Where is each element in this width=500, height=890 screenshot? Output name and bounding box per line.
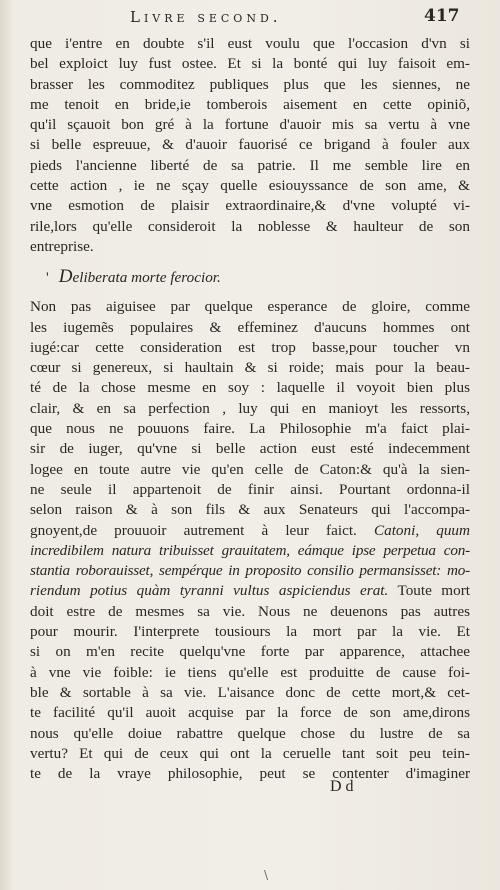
body-text [30, 34, 470, 784]
latin-quote-line: stantia roborauisset, sempérque in proposito consilio permansisset: mo- [30, 562, 470, 580]
text-line: à vne vie foible: ie tiens qu'elle est produitte de cause foi- [30, 663, 470, 681]
text-line: brasser les commoditez publiques plus que les siennes, ne [30, 75, 470, 93]
text-line: que i'entre en doubte s'il eust voulu que l'occasion d'vn si [30, 35, 470, 52]
text-line: selon raison & à son fils & aux Senateurs qui l'accompa- [30, 501, 470, 519]
text-line-with-latin [30, 521, 470, 541]
catchword-signature: D d [330, 778, 354, 795]
text-line: clair, & en sa perfection , luy qui en manioyt les ressorts, [30, 399, 470, 417]
page-number: 417 [424, 6, 460, 26]
text-line: logee en toute autre vie qu'en celle de Caton:& qu'à la sien- [30, 460, 470, 478]
paragraph-1 [30, 34, 470, 257]
text-line: ble & sortable à sa vie. L'aisance donc de cette mort,& cet- [30, 683, 470, 701]
text-line: entreprise. [30, 237, 94, 255]
text-line: bel exploict luy fust ostee. Et si la bonté qui luy faisoit em- [30, 55, 470, 73]
text-segment: gnoyent,de prouuoir autrement à leur faict. [30, 521, 357, 539]
paragraph-2 [30, 297, 470, 784]
text-line: si belle espreuue, & d'auoir fauorisé ce brigand à fouler aux [30, 136, 470, 154]
text-segment: Toute mort [397, 582, 470, 600]
text-line: Non pas aiguisee par quelque esperance de gloire, comme [30, 298, 470, 316]
text-line: iugé:car cette consideration est trop basse,pour toucher vn [30, 338, 470, 356]
text-line: rile,lors qu'elle consideroit la noblesse & haulteur de son [30, 217, 470, 235]
heading-mark: ' [46, 269, 49, 287]
text-line: vne esmotion de plaisir extraordinaire,& d'vne volupté vi- [30, 197, 470, 215]
latin-quote-start: Catoni, quum [373, 521, 470, 539]
text-line: vertu? Et qui de ceux qui ont la ceruelle tant soit peu tein- [30, 744, 470, 762]
text-line: que nous ne pouuons faire. La Philosophie m'a faict plai- [30, 420, 470, 438]
running-head: Livre second. [130, 8, 282, 26]
text-line: les iugemẽs populaires & effeminez d'aucuns hommes ont [30, 318, 470, 336]
text-line: ne seule il appartenoit de finir ainsi. Pourtant ordonna-il [30, 480, 470, 498]
text-line: cœur si genereux, si haultain & si roide; mais pour la beau- [30, 359, 470, 377]
text-line: té de la chose mesme en soy : laquelle il voyoit bien plus [30, 379, 470, 397]
latin-quote-line: incredibilem natura tribuisset grauitatem, eámque ipse perpetua con- [30, 541, 470, 559]
text-line: me tenoit en bride,ie tomberois aisement en cette opiniõ, [30, 95, 470, 113]
text-line: pieds l'ancienne liberté de sa patrie. Il me semble lire en [30, 156, 470, 174]
text-line: qu'il sçauoit bon gré à la fortune d'auoir mis sa vertu à vne [30, 116, 470, 134]
text-line-with-latin [30, 581, 470, 601]
latin-quote-end: riendum potius quàm tyranni vultus aspiciendus erat. [30, 582, 389, 600]
text-line: pour mourir. I'interprete tousiours la mort par la vie. Et [30, 623, 470, 641]
text-line: si on m'en recite quelqu'vne forte par apparence, attachee [30, 643, 470, 661]
bottom-mark: \ [264, 868, 269, 882]
text-line: cette action , ie ne sçay quelle esiouyssance de son ame, & [30, 177, 470, 195]
section-heading [30, 266, 470, 288]
text-line: te de la vraye philosophie, peut se contenter d'imaginer [30, 765, 470, 783]
text-line: nous qu'elle doiue rabattre quelque chose du lustre de sa [30, 724, 470, 742]
heading-initial: D [58, 266, 73, 288]
text-line: sir de iuger, qu'vne si belle action eust esté indecemment [30, 440, 470, 458]
text-line: te facilité qu'il auoit acquise par la force de son ame,dirons [30, 704, 470, 722]
text-line: doit estre de mesmes sa vie. Nous ne deuenons pas autres [30, 602, 470, 620]
heading-text: eliberata morte ferocior. [72, 269, 221, 287]
